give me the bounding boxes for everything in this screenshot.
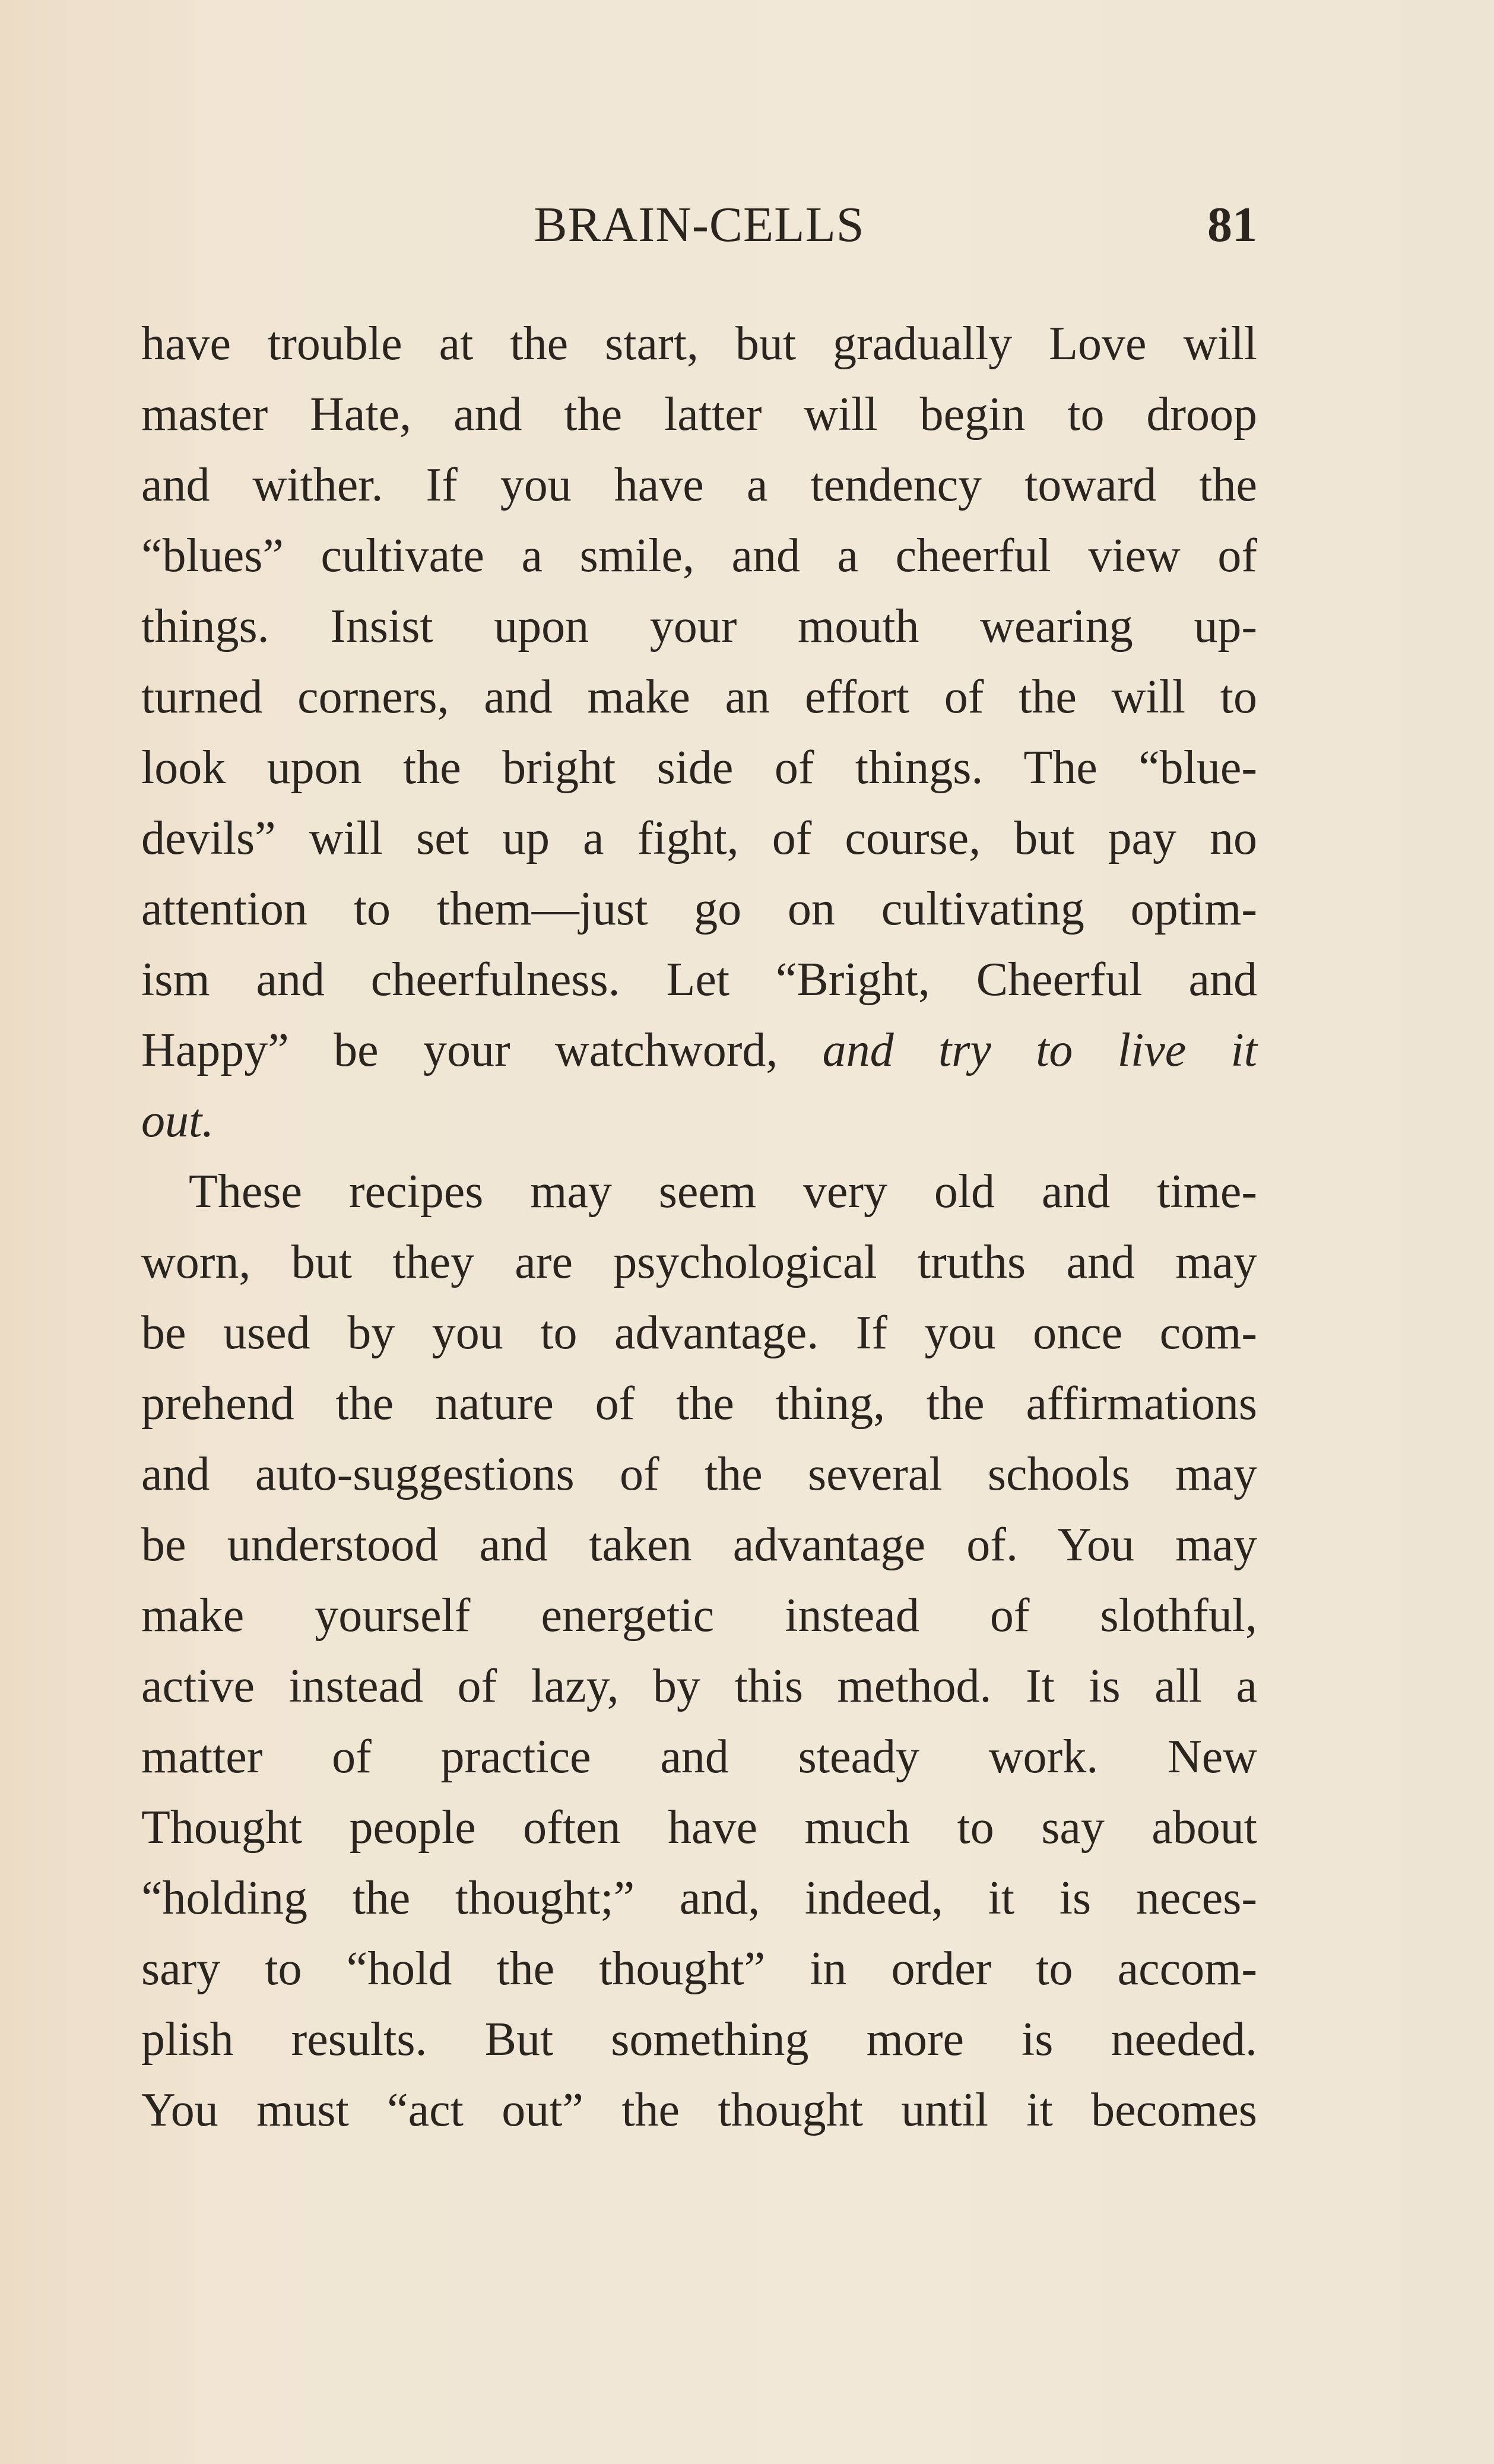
text-segment: Thought people often have much to say about xyxy=(141,1801,1257,1854)
running-title: BRAIN-CELLS xyxy=(534,197,865,252)
text-segment: things. Insist upon your mouth wearing up- xyxy=(141,600,1257,653)
text-segment: and wither. If you have a tendency toward the xyxy=(141,459,1257,511)
text-line xyxy=(141,309,1257,379)
page-body xyxy=(141,309,1257,2146)
text-line xyxy=(141,662,1257,733)
text-segment: turned corners, and make an effort of the will to xyxy=(141,671,1257,723)
text-segment: These recipes may seem very old and time- xyxy=(189,1166,1257,1218)
page-header xyxy=(141,196,1257,261)
text-segment: You must “act out” the thought until it becomes xyxy=(141,2084,1257,2136)
text-segment: make yourself energetic instead of slothful, xyxy=(141,1589,1257,1642)
text-line xyxy=(141,591,1257,662)
text-line xyxy=(141,1934,1257,2004)
text-segment: “blues” cultivate a smile, and a cheerful view of xyxy=(141,530,1257,582)
text-segment: Happy” be your watchword, xyxy=(141,1024,823,1076)
italic-text: and try to live it xyxy=(822,1024,1257,1076)
text-line xyxy=(141,1298,1257,1369)
text-segment: look upon the bright side of things. The “blue- xyxy=(141,742,1257,794)
text-segment: “holding the thought;” and, indeed, it is neces- xyxy=(141,1872,1257,1924)
italic-text: out. xyxy=(141,1095,214,1147)
text-segment: plish results. But something more is needed. xyxy=(141,2013,1257,2066)
text-line xyxy=(141,733,1257,803)
text-line xyxy=(141,1722,1257,1792)
text-segment: worn, but they are psychological truths and may xyxy=(141,1236,1257,1288)
paragraph xyxy=(141,309,1257,1157)
text-line xyxy=(141,1439,1257,1510)
text-segment: be used by you to advantage. If you once com- xyxy=(141,1307,1257,1359)
text-line xyxy=(141,379,1257,450)
text-line xyxy=(141,2004,1257,2075)
text-line xyxy=(141,2075,1257,2146)
text-line xyxy=(141,450,1257,521)
text-line xyxy=(141,1369,1257,1439)
text-segment: active instead of lazy, by this method. It is all a xyxy=(141,1660,1257,1712)
text-segment: be understood and taken advantage of. You may xyxy=(141,1519,1257,1571)
text-segment: matter of practice and steady work. New xyxy=(141,1731,1257,1783)
text-line xyxy=(141,874,1257,945)
text-line xyxy=(141,1086,1257,1157)
text-segment: prehend the nature of the thing, the affirmations xyxy=(141,1377,1257,1430)
text-line xyxy=(141,1581,1257,1651)
text-segment: attention to them—just go on cultivating optim- xyxy=(141,883,1257,935)
text-line xyxy=(141,1651,1257,1722)
text-line xyxy=(141,1015,1257,1086)
text-line xyxy=(141,521,1257,591)
text-line xyxy=(141,1792,1257,1863)
text-segment: devils” will set up a fight, of course, but pay no xyxy=(141,812,1257,864)
text-segment: sary to “hold the thought” in order to accom- xyxy=(141,1943,1257,1995)
text-line xyxy=(141,1510,1257,1581)
text-line xyxy=(141,945,1257,1015)
page-number: 81 xyxy=(1207,197,1257,252)
paragraph xyxy=(141,1157,1257,2146)
text-line xyxy=(141,1227,1257,1298)
text-segment: master Hate, and the latter will begin to droop xyxy=(141,388,1257,441)
text-segment: have trouble at the start, but gradually Love will xyxy=(141,318,1257,370)
text-segment: and auto-suggestions of the several schools may xyxy=(141,1448,1257,1500)
text-line xyxy=(141,803,1257,874)
text-line xyxy=(141,1863,1257,1934)
text-segment: ism and cheerfulness. Let “Bright, Cheerful and xyxy=(141,954,1257,1006)
text-line xyxy=(141,1157,1257,1227)
